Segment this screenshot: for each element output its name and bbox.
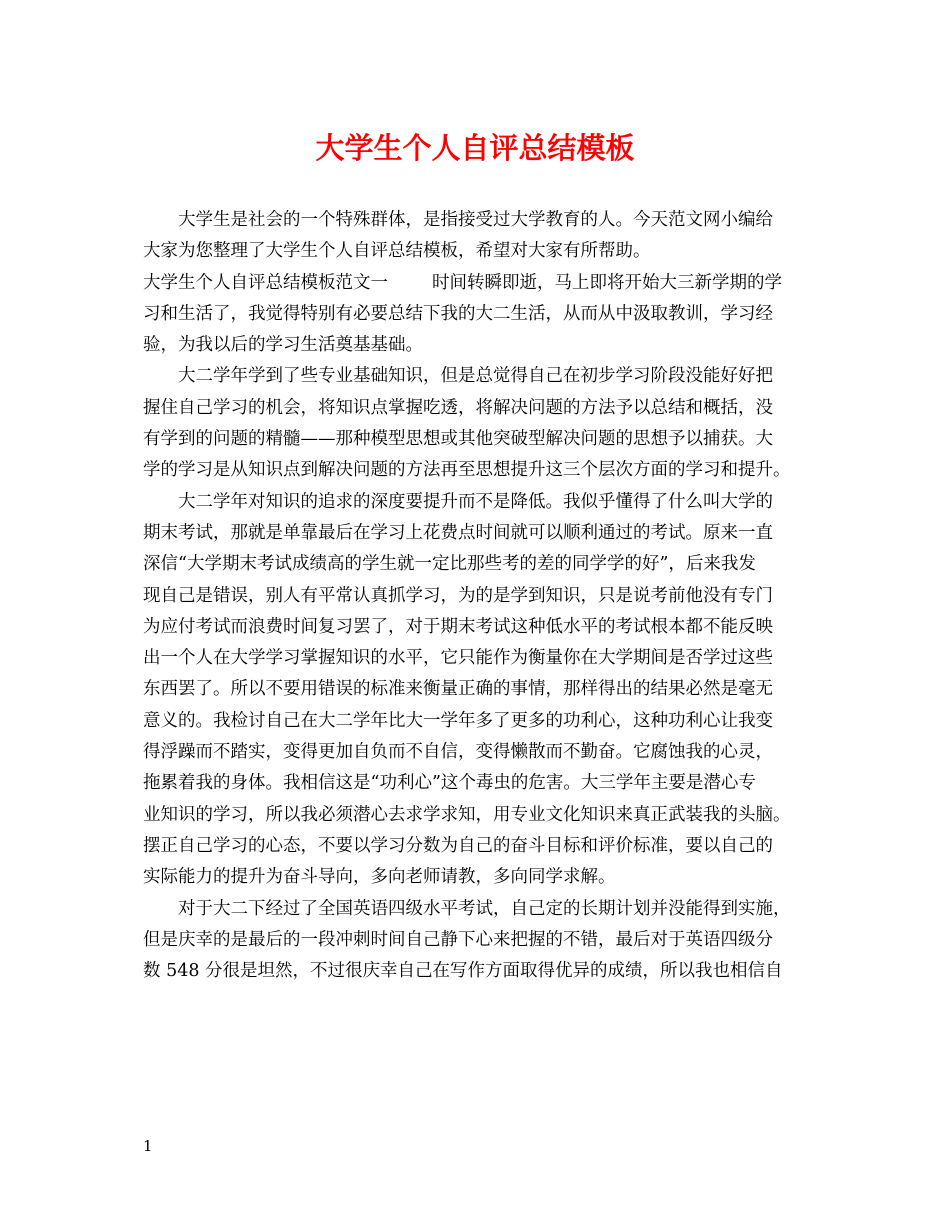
text-line: 习和生活了，我觉得特别有必要总结下我的大二生活，从而从中汲取教训，学习经	[143, 303, 773, 324]
text-line: 得浮躁而不踏实，变得更加自负而不自信，变得懒散而不勤奋。它腐蚀我的心灵，	[143, 742, 773, 763]
text-line: 大二学年学到了些专业基础知识，但是总觉得自己在初步学习阶段没能好好把	[178, 366, 773, 387]
text-line: 验，为我以后的学习生活奠基基础。	[143, 335, 423, 356]
text-line: 大家为您整理了大学生个人自评总结模板，希望对大家有所帮助。	[143, 241, 651, 262]
text-segment: 时间转瞬即逝，马上即将开始大三新学期的学	[432, 272, 782, 293]
section-heading: 大学生个人自评总结模板范文一	[143, 272, 388, 293]
text-line: 东西罢了。所以不要用错误的标准来衡量正确的事情，那样得出的结果必然是毫无	[143, 679, 773, 700]
text-line: 意义的。我检讨自己在大二学年比大一学年多了更多的功利心，这种功利心让我变	[143, 710, 773, 731]
text-line: 出一个人在大学学习掌握知识的水平，它只能作为衡量你在大学期间是否学过这些	[143, 648, 773, 669]
text-line: 现自己是错误，别人有平常认真抓学习，为的是学到知识，只是说考前他没有专门	[143, 585, 773, 606]
text-line: 有学到的问题的精髓——那种模型思想或其他突破型解决问题的思想予以捕获。大	[143, 429, 773, 450]
document-title: 大学生个人自评总结模板	[315, 131, 635, 165]
text-line: 深信“大学期末考试成绩高的学生就一定比那些考的差的同学学的好”，后来我发	[143, 554, 756, 575]
text-line: 为应付考试而浪费时间复习罢了，对于期末考试这种低水平的考试根本都不能反映	[143, 616, 773, 637]
text-line: 对于大二下经过了全国英语四级水平考试，自己定的长期计划并没能得到实施，	[178, 898, 791, 919]
text-line: 大学生是社会的一个特殊群体，是指接受过大学教育的人。今天范文网小编给	[178, 210, 773, 230]
text-line: 学的学习是从知识点到解决问题的方法再至思想提升这三个层次方面的学习和提升。	[143, 460, 791, 481]
document-body	[143, 205, 813, 987]
text-line: 摆正自己学习的心态，不要以学习分数为自己的奋斗目标和评价标准，要以自己的	[143, 835, 773, 856]
text-line: 握住自己学习的机会，将知识点掌握吃透，将解决问题的方法予以总结和概括，没	[143, 397, 773, 418]
text-line	[143, 268, 813, 299]
text-line: 大二学年对知识的追求的深度要提升而不是降低。我似乎懂得了什么叫大学的	[178, 491, 773, 512]
text-line: 期末考试，那就是单靠最后在学习上花费点时间就可以顺利通过的考试。原来一直	[143, 522, 773, 543]
page-number: 1	[143, 1137, 153, 1155]
text-line: 但是庆幸的是最后的一段冲刺时间自己静下心来把握的不错，最后对于英语四级分	[143, 929, 773, 950]
text-line: 业知识的学习，所以我必须潜心去求学求知，用专业文化知识来真正武装我的头脑。	[143, 804, 791, 825]
text-line: 实际能力的提升为奋斗导向，多向老师请教，多向同学求解。	[143, 867, 616, 888]
text-line: 数 548 分很是坦然，不过很庆幸自己在写作方面取得优异的成绩，所以我也相信自	[143, 961, 783, 982]
text-line: 拖累着我的身体。我相信这是“功利心”这个毒虫的危害。大三学年主要是潜心专	[143, 773, 756, 794]
